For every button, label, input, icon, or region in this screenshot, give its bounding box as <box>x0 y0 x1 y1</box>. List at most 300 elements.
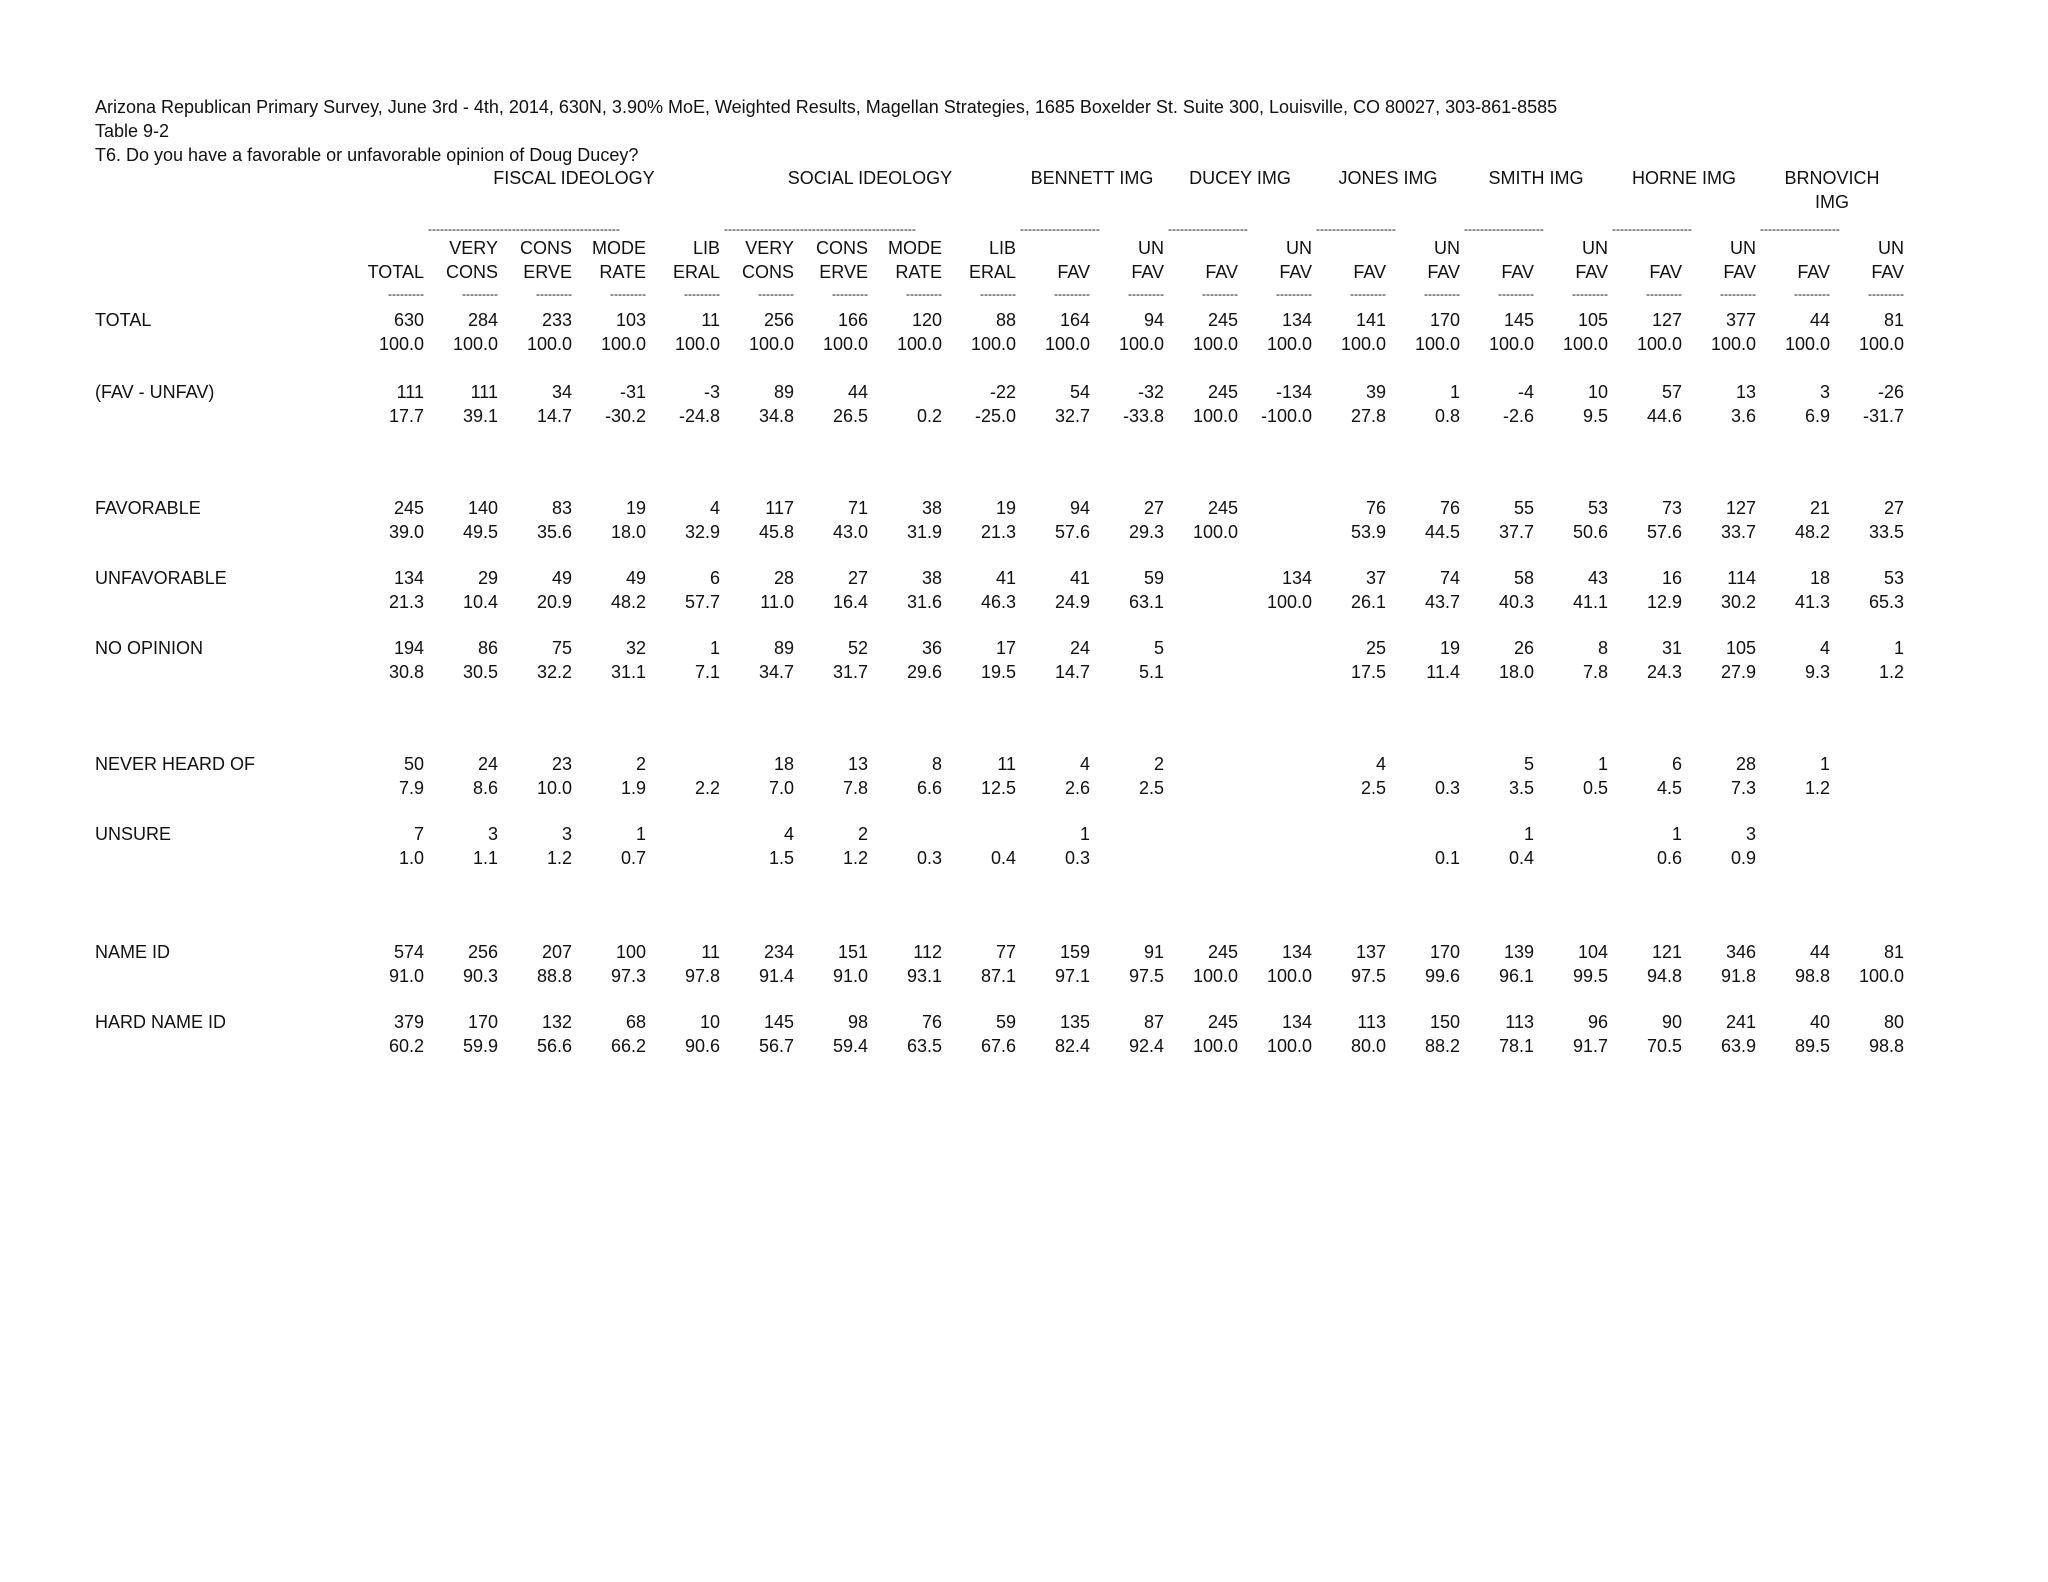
percent-cell: 100.0 <box>1636 334 1682 354</box>
count-cell: 83 <box>551 498 572 518</box>
percent-cell: 4.5 <box>1656 778 1682 798</box>
percent-cell: 10.4 <box>462 592 498 612</box>
row-label: HARD NAME ID <box>95 1012 227 1032</box>
count-cell: 194 <box>393 638 424 658</box>
percent-cell: 59.9 <box>462 1036 498 1056</box>
count-cell: 139 <box>1503 942 1534 962</box>
percent-cell: 87.1 <box>980 966 1016 986</box>
percent-cell: 41.3 <box>1794 592 1830 612</box>
count-cell: 145 <box>1503 310 1534 330</box>
group-underline: ------------------------------------------------ <box>724 223 916 235</box>
count-cell: 11 <box>701 310 720 330</box>
column-header-line2: ERAL <box>968 262 1016 282</box>
count-cell: -3 <box>703 382 720 402</box>
percent-cell: 59.4 <box>832 1036 868 1056</box>
count-cell: 105 <box>1577 310 1608 330</box>
percent-cell: 24.3 <box>1646 662 1682 682</box>
count-cell: 25 <box>1365 638 1386 658</box>
percent-cell: 9.5 <box>1582 406 1608 426</box>
column-header-line1: VERY <box>745 238 794 258</box>
column-header-line2: ERVE <box>523 262 572 282</box>
count-cell: 1 <box>1079 824 1090 844</box>
count-cell: 76 <box>921 1012 942 1032</box>
count-cell: 39 <box>1365 382 1386 402</box>
percent-cell: 100.0 <box>1192 334 1238 354</box>
row-label: UNFAVORABLE <box>95 568 227 588</box>
count-cell: 113 <box>1505 1012 1534 1032</box>
column-underline: --------- <box>1646 288 1682 300</box>
count-cell: 44 <box>1809 310 1830 330</box>
percent-cell: 27.9 <box>1720 662 1756 682</box>
percent-cell: -30.2 <box>604 406 646 426</box>
count-cell: 170 <box>1429 942 1460 962</box>
percent-cell: 10.0 <box>536 778 572 798</box>
count-cell: 117 <box>765 498 794 518</box>
column-underline: --------- <box>536 288 572 300</box>
percent-cell: 63.9 <box>1720 1036 1756 1056</box>
percent-cell: 56.7 <box>758 1036 794 1056</box>
percent-cell: 1.5 <box>768 848 794 868</box>
group-header: BENNETT IMG <box>1030 168 1154 188</box>
count-cell: 17 <box>995 638 1016 658</box>
count-cell: 105 <box>1725 638 1756 658</box>
count-cell: 4 <box>709 498 720 518</box>
count-cell: -4 <box>1517 382 1534 402</box>
percent-cell: -25.0 <box>974 406 1016 426</box>
count-cell: 89 <box>773 382 794 402</box>
count-cell: 1 <box>1893 638 1904 658</box>
count-cell: 6 <box>709 568 720 588</box>
group-underline: -------------------- <box>1612 223 1692 235</box>
count-cell: 88 <box>995 310 1016 330</box>
percent-cell: 33.7 <box>1720 522 1756 542</box>
count-cell: 166 <box>837 310 868 330</box>
count-cell: 29 <box>477 568 498 588</box>
count-cell: 4 <box>1079 754 1090 774</box>
percent-cell: 27.8 <box>1350 406 1386 426</box>
count-cell: 11 <box>997 754 1016 774</box>
percent-cell: 32.7 <box>1054 406 1090 426</box>
column-header-line1: UN <box>1878 238 1904 258</box>
count-cell: 96 <box>1587 1012 1608 1032</box>
percent-cell: 65.3 <box>1868 592 1904 612</box>
count-cell: 37 <box>1365 568 1386 588</box>
count-cell: 164 <box>1059 310 1090 330</box>
percent-cell: 3.6 <box>1730 406 1756 426</box>
count-cell: 86 <box>477 638 498 658</box>
percent-cell: 2.6 <box>1064 778 1090 798</box>
percent-cell: 2.5 <box>1360 778 1386 798</box>
column-header-line2: FAV <box>1205 262 1238 282</box>
column-header-line2: ERAL <box>672 262 720 282</box>
percent-cell: 100.0 <box>1266 1036 1312 1056</box>
percent-cell: 37.7 <box>1498 522 1534 542</box>
percent-cell: 98.8 <box>1794 966 1830 986</box>
group-header: JONES IMG <box>1338 168 1438 188</box>
percent-cell: 2.5 <box>1138 778 1164 798</box>
column-underline: --------- <box>462 288 498 300</box>
percent-cell: 100.0 <box>1488 334 1534 354</box>
percent-cell: 35.6 <box>536 522 572 542</box>
count-cell: 3 <box>561 824 572 844</box>
count-cell: 44 <box>1809 942 1830 962</box>
column-underline: --------- <box>980 288 1016 300</box>
percent-cell: 43.7 <box>1424 592 1460 612</box>
count-cell: 36 <box>921 638 942 658</box>
column-header-line2: RATE <box>895 262 942 282</box>
count-cell: 3 <box>1745 824 1756 844</box>
percent-cell: 100.0 <box>1562 334 1608 354</box>
percent-cell: 6.9 <box>1804 406 1830 426</box>
percent-cell: 29.6 <box>906 662 942 682</box>
percent-cell: 100.0 <box>1266 334 1312 354</box>
column-header-line2: TOTAL <box>367 262 424 282</box>
column-header-line2: FAV <box>1871 262 1904 282</box>
column-header-line1: CONS <box>519 238 572 258</box>
count-cell: 87 <box>1143 1012 1164 1032</box>
percent-cell: 100.0 <box>378 334 424 354</box>
percent-cell: 100.0 <box>1192 522 1238 542</box>
percent-cell: 99.5 <box>1572 966 1608 986</box>
percent-cell: 18.0 <box>1498 662 1534 682</box>
count-cell: 81 <box>1883 942 1904 962</box>
percent-cell: 70.5 <box>1646 1036 1682 1056</box>
percent-cell: 100.0 <box>526 334 572 354</box>
percent-cell: 97.1 <box>1054 966 1090 986</box>
group-underline: -------------------- <box>1168 223 1248 235</box>
percent-cell: 43.0 <box>832 522 868 542</box>
percent-cell: 12.5 <box>980 778 1016 798</box>
percent-cell: 98.8 <box>1868 1036 1904 1056</box>
percent-cell: 32.2 <box>536 662 572 682</box>
column-header-line1: UN <box>1582 238 1608 258</box>
row-label: FAVORABLE <box>95 498 201 518</box>
column-underline: --------- <box>1498 288 1534 300</box>
count-cell: 170 <box>467 1012 498 1032</box>
percent-cell: 57.6 <box>1054 522 1090 542</box>
count-cell: 1 <box>1671 824 1682 844</box>
count-cell: 3 <box>487 824 498 844</box>
count-cell: 59 <box>995 1012 1016 1032</box>
percent-cell: 57.7 <box>684 592 720 612</box>
column-header-line2: RATE <box>599 262 646 282</box>
count-cell: 38 <box>921 568 942 588</box>
percent-cell: 14.7 <box>536 406 572 426</box>
count-cell: 2 <box>1153 754 1164 774</box>
column-header-line1: UN <box>1434 238 1460 258</box>
row-label: TOTAL <box>95 310 152 330</box>
percent-cell: 8.6 <box>472 778 498 798</box>
count-cell: 34 <box>551 382 572 402</box>
percent-cell: 56.6 <box>536 1036 572 1056</box>
percent-cell: 100.0 <box>1192 966 1238 986</box>
column-header-line2: FAV <box>1649 262 1682 282</box>
percent-cell: 63.5 <box>906 1036 942 1056</box>
percent-cell: 2.2 <box>694 778 720 798</box>
percent-cell: 26.1 <box>1350 592 1386 612</box>
percent-cell: 0.3 <box>1434 778 1460 798</box>
column-underline: --------- <box>1054 288 1090 300</box>
count-cell: 8 <box>931 754 942 774</box>
column-header-line2: ERVE <box>819 262 868 282</box>
count-cell: 127 <box>1725 498 1756 518</box>
percent-cell: 11.0 <box>760 592 794 612</box>
percent-cell: 1.2 <box>1878 662 1904 682</box>
count-cell: 151 <box>837 942 868 962</box>
count-cell: 234 <box>763 942 794 962</box>
column-header-line1: MODE <box>888 238 942 258</box>
percent-cell: 97.8 <box>684 966 720 986</box>
count-cell: 141 <box>1355 310 1386 330</box>
group-underline: -------------------- <box>1464 223 1544 235</box>
count-cell: 21 <box>1809 498 1830 518</box>
percent-cell: 31.6 <box>906 592 942 612</box>
percent-cell: 0.1 <box>1434 848 1460 868</box>
percent-cell: 50.6 <box>1572 522 1608 542</box>
row-label: (FAV - UNFAV) <box>95 382 215 402</box>
percent-cell: 7.8 <box>842 778 868 798</box>
percent-cell: 31.9 <box>906 522 942 542</box>
column-header-line1: UN <box>1138 238 1164 258</box>
table-number: Table 9-2 <box>95 121 170 141</box>
group-underline: -------------------- <box>1316 223 1396 235</box>
count-cell: 256 <box>467 942 498 962</box>
percent-cell: 67.6 <box>980 1036 1016 1056</box>
count-cell: 233 <box>541 310 572 330</box>
count-cell: 38 <box>921 498 942 518</box>
count-cell: 41 <box>995 568 1016 588</box>
percent-cell: 17.5 <box>1350 662 1386 682</box>
count-cell: 24 <box>477 754 498 774</box>
count-cell: 44 <box>847 382 868 402</box>
percent-cell: 82.4 <box>1054 1036 1090 1056</box>
percent-cell: 97.5 <box>1350 966 1386 986</box>
percent-cell: 3.5 <box>1508 778 1534 798</box>
column-underline: --------- <box>1128 288 1164 300</box>
row-label: NAME ID <box>95 942 171 962</box>
count-cell: 49 <box>551 568 572 588</box>
count-cell: 76 <box>1365 498 1386 518</box>
count-cell: 245 <box>1207 382 1238 402</box>
count-cell: 90 <box>1661 1012 1682 1032</box>
count-cell: 4 <box>1375 754 1386 774</box>
count-cell: 132 <box>541 1012 572 1032</box>
count-cell: 19 <box>995 498 1016 518</box>
group-header: SOCIAL IDEOLOGY <box>787 168 953 188</box>
percent-cell: 100.0 <box>1192 1036 1238 1056</box>
column-underline: --------- <box>1720 288 1756 300</box>
column-header-line2: FAV <box>1575 262 1608 282</box>
count-cell: 31 <box>1661 638 1682 658</box>
count-cell: 134 <box>1281 568 1312 588</box>
percent-cell: 39.0 <box>388 522 424 542</box>
count-cell: 49 <box>625 568 646 588</box>
percent-cell: 94.8 <box>1646 966 1682 986</box>
percent-cell: 100.0 <box>748 334 794 354</box>
percent-cell: 19.5 <box>980 662 1016 682</box>
percent-cell: -31.7 <box>1862 406 1904 426</box>
count-cell: 68 <box>625 1012 646 1032</box>
percent-cell: 30.8 <box>388 662 424 682</box>
count-cell: 2 <box>635 754 646 774</box>
percent-cell: 17.7 <box>388 406 424 426</box>
column-underline: --------- <box>758 288 794 300</box>
percent-cell: 57.6 <box>1646 522 1682 542</box>
percent-cell: 100.0 <box>1858 334 1904 354</box>
count-cell: 58 <box>1513 568 1534 588</box>
count-cell: 55 <box>1513 498 1534 518</box>
count-cell: 140 <box>467 498 498 518</box>
count-cell: 19 <box>625 498 646 518</box>
count-cell: 100 <box>615 942 646 962</box>
count-cell: 137 <box>1355 942 1386 962</box>
percent-cell: 91.8 <box>1720 966 1756 986</box>
group-header: BRNOVICH IMG <box>1784 168 1880 212</box>
percent-cell: 92.4 <box>1128 1036 1164 1056</box>
count-cell: 245 <box>1207 942 1238 962</box>
count-cell: 4 <box>783 824 794 844</box>
group-header: SMITH IMG <box>1488 168 1584 188</box>
column-underline: --------- <box>832 288 868 300</box>
count-cell: -22 <box>989 382 1016 402</box>
percent-cell: -33.8 <box>1122 406 1164 426</box>
count-cell: 284 <box>467 310 498 330</box>
count-cell: 1 <box>1449 382 1460 402</box>
count-cell: 71 <box>847 498 868 518</box>
column-header-line2: FAV <box>1279 262 1312 282</box>
percent-cell: 7.3 <box>1730 778 1756 798</box>
percent-cell: 31.1 <box>610 662 646 682</box>
group-underline: ------------------------------------------------ <box>428 223 620 235</box>
count-cell: 111 <box>396 382 424 402</box>
row-label: UNSURE <box>95 824 172 844</box>
percent-cell: 88.8 <box>536 966 572 986</box>
percent-cell: 100.0 <box>452 334 498 354</box>
count-cell: 379 <box>393 1012 424 1032</box>
percent-cell: 0.4 <box>990 848 1016 868</box>
count-cell: 2 <box>857 824 868 844</box>
count-cell: 16 <box>1661 568 1682 588</box>
percent-cell: 93.1 <box>906 966 942 986</box>
percent-cell: -24.8 <box>678 406 720 426</box>
percent-cell: 0.3 <box>916 848 942 868</box>
percent-cell: 29.3 <box>1128 522 1164 542</box>
percent-cell: 0.5 <box>1582 778 1608 798</box>
percent-cell: 0.7 <box>620 848 646 868</box>
percent-cell: 11.4 <box>1426 662 1460 682</box>
count-cell: 28 <box>1735 754 1756 774</box>
column-header-line1: LIB <box>988 238 1016 258</box>
count-cell: 26 <box>1513 638 1534 658</box>
percent-cell: 63.1 <box>1128 592 1164 612</box>
percent-cell: 100.0 <box>1266 592 1312 612</box>
percent-cell: 14.7 <box>1054 662 1090 682</box>
count-cell: 24 <box>1069 638 1090 658</box>
column-underline: --------- <box>1276 288 1312 300</box>
percent-cell: 30.2 <box>1720 592 1756 612</box>
column-header-line2: CONS <box>741 262 794 282</box>
count-cell: 18 <box>1809 568 1830 588</box>
percent-cell: 97.5 <box>1128 966 1164 986</box>
count-cell: 50 <box>403 754 424 774</box>
percent-cell: 7.8 <box>1582 662 1608 682</box>
count-cell: -26 <box>1877 382 1904 402</box>
percent-cell: 1.2 <box>546 848 572 868</box>
count-cell: 241 <box>1725 1012 1756 1032</box>
row-label: NO OPINION <box>95 638 204 658</box>
count-cell: 13 <box>1735 382 1756 402</box>
column-header-line2: FAV <box>1723 262 1756 282</box>
percent-cell: 99.6 <box>1424 966 1460 986</box>
percent-cell: 0.8 <box>1434 406 1460 426</box>
count-cell: -31 <box>619 382 646 402</box>
percent-cell: 7.1 <box>694 662 720 682</box>
percent-cell: 100.0 <box>1414 334 1460 354</box>
column-underline: --------- <box>1794 288 1830 300</box>
percent-cell: 100.0 <box>1192 406 1238 426</box>
percent-cell: 44.6 <box>1646 406 1682 426</box>
percent-cell: 39.1 <box>462 406 498 426</box>
percent-cell: 30.5 <box>462 662 498 682</box>
percent-cell: 66.2 <box>610 1036 646 1056</box>
count-cell: 7 <box>413 824 424 844</box>
percent-cell: 34.8 <box>758 406 794 426</box>
percent-cell: 46.3 <box>980 592 1016 612</box>
percent-cell: 100.0 <box>1784 334 1830 354</box>
count-cell: 89 <box>773 638 794 658</box>
percent-cell: 20.9 <box>536 592 572 612</box>
count-cell: 4 <box>1819 638 1830 658</box>
group-underline: -------------------- <box>1760 223 1840 235</box>
percent-cell: 48.2 <box>1794 522 1830 542</box>
count-cell: 1 <box>1819 754 1830 774</box>
percent-cell: 90.6 <box>684 1036 720 1056</box>
count-cell: 111 <box>470 382 498 402</box>
count-cell: 5 <box>1523 754 1534 774</box>
count-cell: 134 <box>1281 310 1312 330</box>
count-cell: -32 <box>1137 382 1164 402</box>
percent-cell: 16.4 <box>832 592 868 612</box>
count-cell: 103 <box>615 310 646 330</box>
percent-cell: 100.0 <box>600 334 646 354</box>
column-header-line1: MODE <box>592 238 646 258</box>
count-cell: 127 <box>1651 310 1682 330</box>
count-cell: 57 <box>1661 382 1682 402</box>
percent-cell: 24.9 <box>1054 592 1090 612</box>
percent-cell: 100.0 <box>1710 334 1756 354</box>
percent-cell: 100.0 <box>822 334 868 354</box>
column-underline: --------- <box>388 288 424 300</box>
column-underline: --------- <box>610 288 646 300</box>
percent-cell: 91.7 <box>1572 1036 1608 1056</box>
count-cell: 10 <box>699 1012 720 1032</box>
column-header-line2: FAV <box>1501 262 1534 282</box>
percent-cell: 1.0 <box>398 848 424 868</box>
percent-cell: 90.3 <box>462 966 498 986</box>
count-cell: 40 <box>1809 1012 1830 1032</box>
column-header-line2: FAV <box>1057 262 1090 282</box>
count-cell: 104 <box>1577 942 1608 962</box>
percent-cell: 41.1 <box>1572 592 1608 612</box>
column-header-line2: FAV <box>1131 262 1164 282</box>
count-cell: 11 <box>701 942 720 962</box>
count-cell: 80 <box>1883 1012 1904 1032</box>
count-cell: 19 <box>1439 638 1460 658</box>
column-header-line1: LIB <box>692 238 720 258</box>
column-underline: --------- <box>1572 288 1608 300</box>
count-cell: 23 <box>551 754 572 774</box>
count-cell: 134 <box>1281 1012 1312 1032</box>
